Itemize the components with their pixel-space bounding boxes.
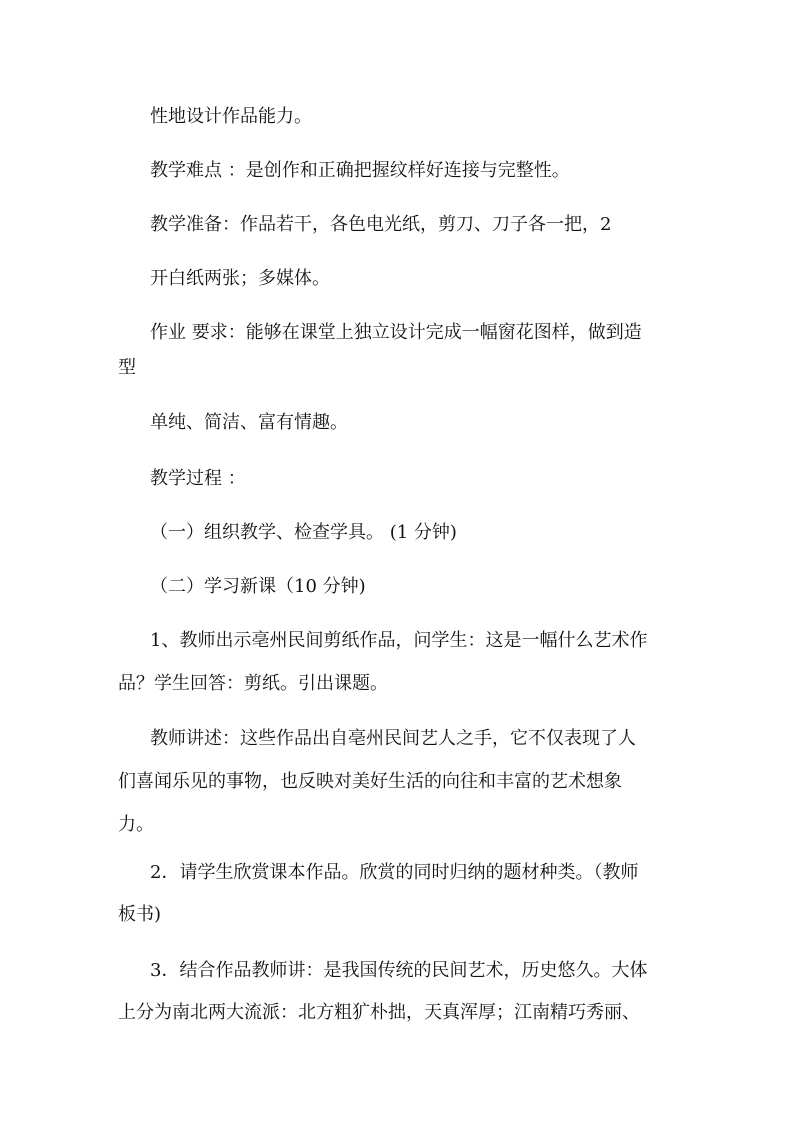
text-line: 教学难点 ：是创作和正确把握纹样好连接与完整性。: [150, 160, 570, 181]
text-line: 3．结合作品教师讲：是我国传统的民间艺术，历史悠久。大体: [150, 960, 648, 981]
text-line: （一）组织教学、检查学具。 (1 分钟): [150, 522, 457, 543]
text-line: 板书): [118, 904, 162, 925]
text-line: 单纯、简洁、富有情趣。: [150, 412, 348, 433]
text-line: 型: [118, 357, 136, 378]
text-line: 们喜闻乐见的事物，也反映对美好生活的向往和丰富的艺术想象: [118, 771, 622, 792]
text-line: 教学过程 ：: [150, 468, 246, 489]
text-line: 教学准备：作品若干，各色电光纸，剪刀、刀子各一把，2: [150, 214, 612, 235]
text-line: 力。: [118, 814, 154, 835]
text-line: （二）学习新课（10 分钟): [150, 576, 366, 597]
text-line: 2．请学生欣赏课本作品。欣赏的同时归纳的题材种类。（教师: [150, 862, 639, 883]
text-line: 教师讲述：这些作品出自亳州民间艺人之手，它不仅表现了人: [150, 728, 636, 749]
text-line: 性地设计作品能力。: [150, 106, 312, 127]
text-line: 品？学生回答：剪纸。引出课题。: [118, 673, 388, 694]
text-line: 上分为南北两大流派：北方粗犷朴拙，天真浑厚；江南精巧秀丽、: [118, 1002, 640, 1023]
text-line: 1、教师出示亳州民间剪纸作品，问学生：这是一幅什么艺术作: [150, 630, 648, 651]
text-line: 作业 要求：能够在课堂上独立设计完成一幅窗花图样，做到造: [150, 322, 642, 343]
text-line: 开白纸两张；多媒体。: [150, 268, 330, 289]
